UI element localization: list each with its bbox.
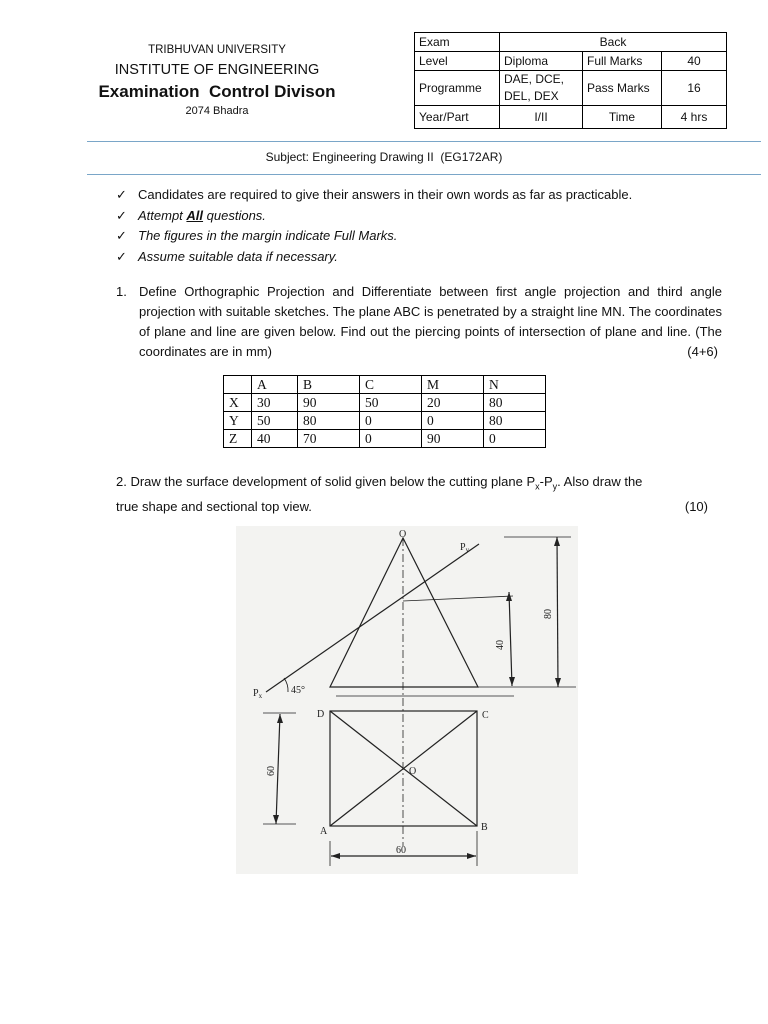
question-number: 1. [116,284,127,299]
exam-label: Exam [415,33,500,52]
time-label: Time [583,106,662,129]
table-cell: 0 [360,430,422,448]
instruction-item: ✓ The figures in the margin indicate Full Marks. [116,228,398,243]
pass-marks-label: Pass Marks [583,71,662,106]
yearpart-label: Year/Part [415,106,500,129]
table-row [224,412,546,430]
exam-info-table [414,32,727,129]
level-value: Diploma [500,52,583,71]
label-dim-80: 80 [543,609,554,619]
programme-label: Programme [415,71,500,106]
table-cell: 30 [252,394,298,412]
table-row [224,394,546,412]
table-cell: 70 [298,430,360,448]
full-marks-value: 40 [662,52,727,71]
table-cell: Z [224,430,252,448]
table-cell: N [484,376,546,394]
divider-bottom [87,174,761,175]
table-cell [224,376,252,394]
label-dim-60-side: 60 [266,766,277,776]
table-cell: 80 [484,412,546,430]
full-marks-label: Full Marks [583,52,662,71]
table-cell: B [298,376,360,394]
check-icon: ✓ [116,228,127,243]
label-py: $P_y$ [460,542,470,554]
check-icon: ✓ [116,187,127,202]
table-cell: X [224,394,252,412]
check-icon: ✓ [116,248,127,264]
university-name: TRIBHUVAN UNIVERSITY [148,44,286,56]
label-d: D [317,709,325,720]
table-cell: 50 [360,394,422,412]
label-b: B [481,822,488,833]
table-cell: 40 [252,430,298,448]
instruction-item: ✓ Candidates are required to give their answers in their own words as far as practicable. [116,187,633,202]
label-o-center: O [409,766,417,777]
question-2-marks: (10) [684,498,708,514]
time-value: 4 hrs [662,106,727,129]
question-2 [116,472,708,517]
label-px: $P_x$ [253,688,263,700]
table-row [224,376,546,394]
subject-line: Subject: Engineering Drawing II (EG172AR) [265,150,503,164]
table-cell: M [422,376,484,394]
table-cell: 0 [484,430,546,448]
programme-value [500,71,583,106]
table-cell: Y [224,412,252,430]
divider-top [87,141,761,142]
label-dim-60-bottom: 60 [396,845,406,856]
label-angle: 45° [291,685,305,696]
institute-name: INSTITUTE OF ENGINEERING [114,62,320,78]
instruction-item: ✓ Assume suitable data if necessary. [116,248,338,264]
question-2-line-1: 2. Draw the surface development of solid given below the cutting plane $P_x-P_y$. Also draw the [116,474,643,492]
programme-line-2: DEL, DEX [504,89,559,103]
question-1-marks: (4+6) [687,344,718,359]
question-2-line-2: true shape and sectional top view. (10) [116,497,708,517]
projection-figure [236,526,578,874]
level-label: Level [415,52,500,71]
label-c: C [482,710,489,721]
table-cell: 80 [484,394,546,412]
label-a: A [320,826,328,837]
label-dim-40: 40 [495,640,506,650]
table-cell: 20 [422,394,484,412]
exam-value: Back [500,33,727,52]
programme-line-1: DAE, DCE, [504,72,565,86]
table-cell: C [360,376,422,394]
figure-background [236,526,578,874]
table-cell: 50 [252,412,298,430]
question-1-text: Define Orthographic Projection and Differentiate between first angle projection and third angle projection with suitable sketches. The plane ABC is penetrated by a straight line MN. The coordinates of plane and line are given below. Find out the piercing points of intersection of plane and line. (The coordinates are in mm) [139,284,722,359]
pass-marks-value: 16 [662,71,727,106]
check-icon: ✓ [116,207,127,223]
instruction-item: ✓ Attempt All questions. [116,207,266,223]
yearpart-value: I/II [500,106,583,129]
instructions-list [116,186,632,268]
table-cell: 0 [360,412,422,430]
table-cell: 80 [298,412,360,430]
table-cell: 90 [298,394,360,412]
table-cell: 90 [422,430,484,448]
table-row [224,430,546,448]
exam-year: 2074 Bhadra [185,105,249,117]
coordinates-table [223,375,546,448]
division-name: Examination Control Divison [98,82,336,101]
table-cell: A [252,376,298,394]
label-o-apex: O [399,529,407,540]
table-cell: 0 [422,412,484,430]
question-1 [116,282,722,362]
